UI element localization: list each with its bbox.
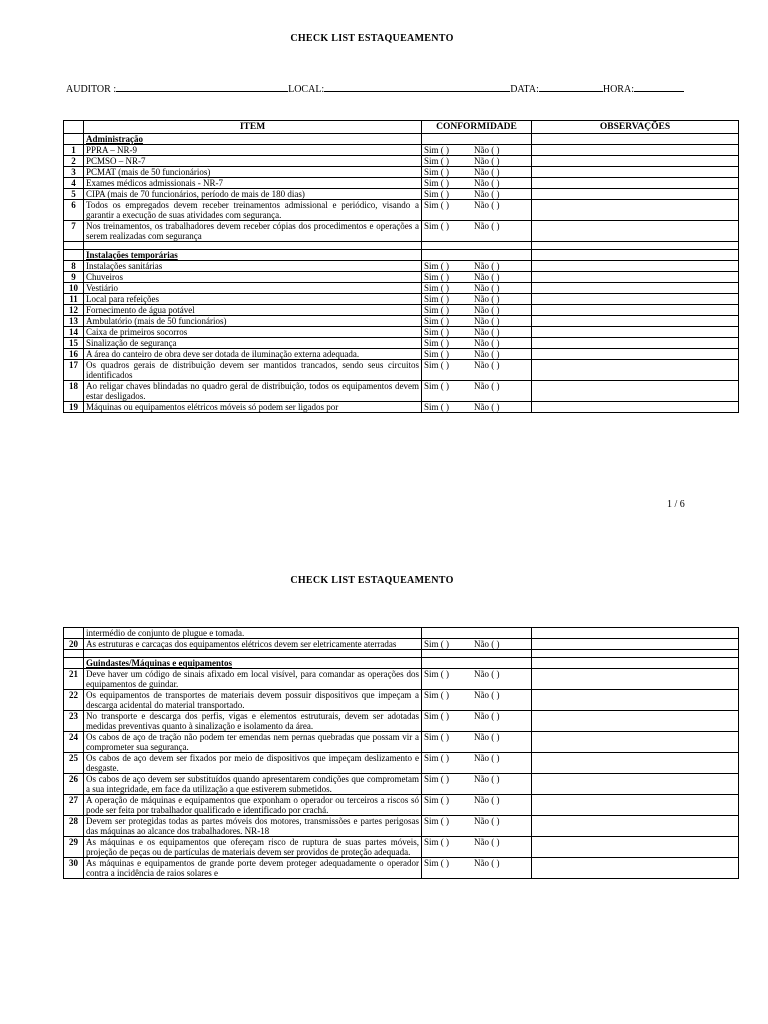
- nao-checkbox[interactable]: Não ( ): [474, 283, 500, 293]
- observacoes-cell[interactable]: [532, 858, 739, 879]
- item-number: 8: [64, 261, 84, 272]
- observacoes-cell[interactable]: [532, 639, 739, 650]
- observacoes-cell[interactable]: [532, 156, 739, 167]
- item-number: 29: [64, 837, 84, 858]
- header-num: [64, 121, 84, 134]
- nao-checkbox[interactable]: Não ( ): [474, 381, 500, 391]
- table-row: [64, 178, 739, 189]
- sim-checkbox[interactable]: Sim ( ): [424, 690, 450, 700]
- observacoes-cell[interactable]: [532, 628, 739, 639]
- sim-checkbox[interactable]: Sim ( ): [424, 711, 450, 721]
- observacoes-cell[interactable]: [532, 178, 739, 189]
- sim-checkbox[interactable]: Sim ( ): [424, 200, 450, 210]
- nao-checkbox[interactable]: Não ( ): [474, 178, 500, 188]
- conformidade-cell: [422, 294, 532, 305]
- table-row: [64, 338, 739, 349]
- checklist-table-page-1: [63, 120, 739, 413]
- sim-checkbox[interactable]: Sim ( ): [424, 360, 450, 370]
- item-number: 28: [64, 816, 84, 837]
- table-row: [64, 167, 739, 178]
- table-row: [64, 316, 739, 327]
- table-row: [64, 305, 739, 316]
- nao-checkbox[interactable]: Não ( ): [474, 156, 500, 166]
- item-number: 20: [64, 639, 84, 650]
- item-text: No transporte e descarga dos perfis, vigas e elementos estruturais, devem ser adotadas medidas preventivas quanto à sinalização e isolamento da área.: [84, 711, 422, 732]
- sim-checkbox[interactable]: Sim ( ): [424, 327, 450, 337]
- item-text: Deve haver um código de sinais afixado em local visível, para comandar as operações dos equipamentos de guindar.: [84, 669, 422, 690]
- section-heading: Guindastes/Máquinas e equipamentos: [84, 658, 422, 669]
- sim-checkbox[interactable]: Sim ( ): [424, 316, 450, 326]
- spacer-row: [64, 650, 739, 658]
- conformidade-cell: [422, 327, 532, 338]
- observacoes-cell[interactable]: [532, 774, 739, 795]
- conformidade-cell: [422, 774, 532, 795]
- observacoes-cell[interactable]: [532, 753, 739, 774]
- nao-checkbox[interactable]: Não ( ): [474, 305, 500, 315]
- item-number: 9: [64, 272, 84, 283]
- observacoes-cell[interactable]: [532, 145, 739, 156]
- observacoes-cell[interactable]: [532, 349, 739, 360]
- conformidade-cell: [422, 283, 532, 294]
- section-obs-cell: [532, 250, 739, 261]
- item-text: Os cabos de aço de tração não podem ter emendas nem pernas quebradas que possam vir a comprometer sua segurança.: [84, 732, 422, 753]
- item-number: 27: [64, 795, 84, 816]
- item-text: PCMSO – NR-7: [84, 156, 422, 167]
- data-label: DATA:: [510, 84, 539, 95]
- item-number: 11: [64, 294, 84, 305]
- sim-checkbox[interactable]: Sim ( ): [424, 774, 450, 784]
- nao-checkbox[interactable]: Não ( ): [474, 360, 500, 370]
- item-text: Sinalização de segurança: [84, 338, 422, 349]
- observacoes-cell[interactable]: [532, 189, 739, 200]
- item-text: Nos treinamentos, os trabalhadores devem receber cópias dos procedimentos e operações a serem realizadas com segurança: [84, 221, 422, 242]
- section-num-cell: [64, 134, 84, 145]
- table-row: [64, 349, 739, 360]
- item-number: 1: [64, 145, 84, 156]
- table-row: [64, 381, 739, 402]
- spacer-cell: [422, 242, 532, 250]
- nao-checkbox[interactable]: Não ( ): [474, 858, 500, 868]
- item-text: As máquinas e equipamentos de grande porte devem proteger adequadamente o operador contra a incidência de raios solares e: [84, 858, 422, 879]
- table-row: [64, 628, 739, 639]
- item-number: 12: [64, 305, 84, 316]
- sim-checkbox[interactable]: Sim ( ): [424, 305, 450, 315]
- table-row: [64, 669, 739, 690]
- nao-checkbox[interactable]: Não ( ): [474, 272, 500, 282]
- conformidade-cell: [422, 272, 532, 283]
- conformidade-cell: [422, 221, 532, 242]
- conformidade-cell: [422, 178, 532, 189]
- spacer-cell: [422, 650, 532, 658]
- nao-checkbox[interactable]: Não ( ): [474, 795, 500, 805]
- auditor-field[interactable]: [116, 82, 288, 92]
- spacer-cell: [84, 242, 422, 250]
- sim-checkbox[interactable]: Sim ( ): [424, 178, 450, 188]
- item-text: Todos os empregados devem receber treinamentos admissional e periódico, visando a garantir a execução de suas atividades com segurança.: [84, 200, 422, 221]
- table-row: [64, 156, 739, 167]
- spacer-row: [64, 242, 739, 250]
- sim-checkbox[interactable]: Sim ( ): [424, 272, 450, 282]
- conformidade-cell: [422, 402, 532, 413]
- observacoes-cell[interactable]: [532, 272, 739, 283]
- observacoes-cell[interactable]: [532, 261, 739, 272]
- sim-checkbox[interactable]: Sim ( ): [424, 294, 450, 304]
- section-conf-cell: [422, 658, 532, 669]
- table-row: [64, 261, 739, 272]
- sim-checkbox[interactable]: Sim ( ): [424, 795, 450, 805]
- item-number: 13: [64, 316, 84, 327]
- conformidade-cell: [422, 837, 532, 858]
- sim-checkbox[interactable]: Sim ( ): [424, 261, 450, 271]
- observacoes-cell[interactable]: [532, 402, 739, 413]
- conformidade-cell: [422, 189, 532, 200]
- local-field[interactable]: [324, 82, 510, 92]
- spacer-cell: [84, 650, 422, 658]
- nao-checkbox[interactable]: Não ( ): [474, 669, 500, 679]
- sim-checkbox[interactable]: Sim ( ): [424, 338, 450, 348]
- item-text: Os quadros gerais de distribuição devem ser mantidos trancados, sendo seus circuitos identificados: [84, 360, 422, 381]
- table-row: [64, 294, 739, 305]
- conformidade-cell: [422, 628, 532, 639]
- item-number: 22: [64, 690, 84, 711]
- conformidade-cell: [422, 639, 532, 650]
- item-number: 7: [64, 221, 84, 242]
- table-row: [64, 283, 739, 294]
- item-text: intermédio de conjunto de plugue e tomada.: [84, 628, 422, 639]
- nao-checkbox[interactable]: Não ( ): [474, 294, 500, 304]
- conformidade-cell: [422, 156, 532, 167]
- item-number: 3: [64, 167, 84, 178]
- sim-checkbox[interactable]: Sim ( ): [424, 167, 450, 177]
- table-row: [64, 189, 739, 200]
- nao-checkbox[interactable]: Não ( ): [474, 261, 500, 271]
- item-text: Devem ser protegidas todas as partes móveis dos motores, transmissões e partes perigosas das máquinas ao alcance dos trabalhadores. NR-18: [84, 816, 422, 837]
- table-row: [64, 272, 739, 283]
- sim-checkbox[interactable]: Sim ( ): [424, 189, 450, 199]
- nao-checkbox[interactable]: Não ( ): [474, 338, 500, 348]
- observacoes-cell[interactable]: [532, 837, 739, 858]
- checklist-table-page-2: [63, 627, 739, 879]
- table-row: [64, 711, 739, 732]
- sim-checkbox[interactable]: Sim ( ): [424, 402, 450, 412]
- nao-checkbox[interactable]: Não ( ): [474, 145, 500, 155]
- item-text: A área do canteiro de obra deve ser dotada de iluminação externa adequada.: [84, 349, 422, 360]
- spacer-cell: [64, 242, 84, 250]
- data-field[interactable]: [539, 82, 603, 92]
- conformidade-cell: [422, 200, 532, 221]
- table-row: [64, 327, 739, 338]
- item-text: Os cabos de aço devem ser substituídos quando apresentarem condições que comprometam a sua integridade, em face da utilização a que estiverem submetidos.: [84, 774, 422, 795]
- nao-checkbox[interactable]: Não ( ): [474, 200, 500, 210]
- item-text: PPRA – NR-9: [84, 145, 422, 156]
- table-row: [64, 774, 739, 795]
- nao-checkbox[interactable]: Não ( ): [474, 753, 500, 763]
- spacer-cell: [64, 650, 84, 658]
- section-row: [64, 250, 739, 261]
- conformidade-cell: [422, 795, 532, 816]
- observacoes-cell[interactable]: [532, 795, 739, 816]
- section-conf-cell: [422, 134, 532, 145]
- page-title: CHECK LIST ESTAQUEAMENTO: [290, 33, 454, 44]
- conformidade-cell: [422, 338, 532, 349]
- table-row: [64, 837, 739, 858]
- item-number: 26: [64, 774, 84, 795]
- nao-checkbox[interactable]: Não ( ): [474, 690, 500, 700]
- item-text: PCMAT (mais de 50 funcionários): [84, 167, 422, 178]
- section-obs-cell: [532, 658, 739, 669]
- observacoes-cell[interactable]: [532, 338, 739, 349]
- sim-checkbox[interactable]: Sim ( ): [424, 349, 450, 359]
- section-num-cell: [64, 658, 84, 669]
- nao-checkbox[interactable]: Não ( ): [474, 837, 500, 847]
- nao-checkbox[interactable]: Não ( ): [474, 189, 500, 199]
- hora-label: HORA:: [602, 84, 634, 95]
- table-header-row: [64, 121, 739, 134]
- conformidade-cell: [422, 316, 532, 327]
- conformidade-cell: [422, 349, 532, 360]
- item-number: 4: [64, 178, 84, 189]
- observacoes-cell[interactable]: [532, 283, 739, 294]
- nao-checkbox[interactable]: Não ( ): [474, 327, 500, 337]
- item-number: 24: [64, 732, 84, 753]
- sim-checkbox[interactable]: Sim ( ): [424, 283, 450, 293]
- conformidade-cell: [422, 669, 532, 690]
- observacoes-cell[interactable]: [532, 360, 739, 381]
- observacoes-cell[interactable]: [532, 200, 739, 221]
- observacoes-cell[interactable]: [532, 221, 739, 242]
- item-text: As estruturas e carcaças dos equipamentos elétricos devem ser eletricamente aterradas: [84, 639, 422, 650]
- header-conformidade: CONFORMIDADE: [422, 121, 532, 134]
- item-number: 23: [64, 711, 84, 732]
- sim-checkbox[interactable]: Sim ( ): [424, 381, 450, 391]
- observacoes-cell[interactable]: [532, 305, 739, 316]
- item-number: 25: [64, 753, 84, 774]
- item-number: 16: [64, 349, 84, 360]
- conformidade-cell: [422, 167, 532, 178]
- conformidade-cell: [422, 711, 532, 732]
- nao-checkbox[interactable]: Não ( ): [474, 167, 500, 177]
- table-row: [64, 858, 739, 879]
- nao-checkbox[interactable]: Não ( ): [474, 774, 500, 784]
- item-text: Os equipamentos de transportes de materiais devem possuir dispositivos que impeçam a descarga acidental do material transportado.: [84, 690, 422, 711]
- table-row: [64, 402, 739, 413]
- section-heading: Instalações temporárias: [84, 250, 422, 261]
- observacoes-cell[interactable]: [532, 327, 739, 338]
- table-row: [64, 145, 739, 156]
- observacoes-cell[interactable]: [532, 381, 739, 402]
- sim-checkbox[interactable]: Sim ( ): [424, 221, 450, 231]
- item-number: 30: [64, 858, 84, 879]
- item-text: Local para refeições: [84, 294, 422, 305]
- sim-checkbox[interactable]: Sim ( ): [424, 156, 450, 166]
- observacoes-cell[interactable]: [532, 294, 739, 305]
- item-text: CIPA (mais de 70 funcionários, período de mais de 180 dias): [84, 189, 422, 200]
- section-num-cell: [64, 250, 84, 261]
- item-text: Instalações sanitárias: [84, 261, 422, 272]
- nao-checkbox[interactable]: Não ( ): [474, 316, 500, 326]
- conformidade-cell: [422, 381, 532, 402]
- observacoes-cell[interactable]: [532, 711, 739, 732]
- nao-checkbox[interactable]: Não ( ): [474, 402, 500, 412]
- observacoes-cell[interactable]: [532, 732, 739, 753]
- sim-checkbox[interactable]: Sim ( ): [424, 639, 450, 649]
- section-obs-cell: [532, 134, 739, 145]
- conformidade-cell: [422, 858, 532, 879]
- conformidade-cell: [422, 261, 532, 272]
- observacoes-cell[interactable]: [532, 669, 739, 690]
- conformidade-cell: [422, 732, 532, 753]
- observacoes-cell[interactable]: [532, 690, 739, 711]
- sim-checkbox[interactable]: Sim ( ): [424, 669, 450, 679]
- nao-checkbox[interactable]: Não ( ): [474, 221, 500, 231]
- sim-checkbox[interactable]: Sim ( ): [424, 816, 450, 826]
- item-number: 21: [64, 669, 84, 690]
- sim-checkbox[interactable]: Sim ( ): [424, 145, 450, 155]
- item-text: Ao religar chaves blindadas no quadro geral de distribuição, todos os equipamentos devem estar desligados.: [84, 381, 422, 402]
- spacer-cell: [532, 242, 739, 250]
- table-row: [64, 732, 739, 753]
- section-conf-cell: [422, 250, 532, 261]
- nao-checkbox[interactable]: Não ( ): [474, 711, 500, 721]
- conformidade-cell: [422, 305, 532, 316]
- local-label: LOCAL:: [288, 84, 325, 95]
- section-heading: Administração: [84, 134, 422, 145]
- table-row: [64, 221, 739, 242]
- conformidade-cell: [422, 816, 532, 837]
- conformidade-cell: [422, 145, 532, 156]
- nao-checkbox[interactable]: Não ( ): [474, 816, 500, 826]
- observacoes-cell[interactable]: [532, 316, 739, 327]
- item-text: Máquinas ou equipamentos elétricos móveis só podem ser ligados por: [84, 402, 422, 413]
- item-text: Os cabos de aço devem ser fixados por meio de dispositivos que impeçam deslizamento e desgaste.: [84, 753, 422, 774]
- item-text: Ambulatório (mais de 50 funcionários): [84, 316, 422, 327]
- table-row: [64, 639, 739, 650]
- auditor-label: AUDITOR :: [66, 84, 117, 95]
- item-number: 18: [64, 381, 84, 402]
- nao-checkbox[interactable]: Não ( ): [474, 732, 500, 742]
- table-row: [64, 690, 739, 711]
- item-text: Caixa de primeiros socorros: [84, 327, 422, 338]
- conformidade-cell: [422, 753, 532, 774]
- conformidade-cell: [422, 690, 532, 711]
- header-fields: [66, 82, 684, 95]
- item-text: Chuveiros: [84, 272, 422, 283]
- nao-checkbox[interactable]: Não ( ): [474, 349, 500, 359]
- section-row: [64, 134, 739, 145]
- sim-checkbox[interactable]: Sim ( ): [424, 858, 450, 868]
- item-text: Fornecimento de água potável: [84, 305, 422, 316]
- item-number: 15: [64, 338, 84, 349]
- item-text: A operação de máquinas e equipamentos que exponham o operador ou terceiros a riscos só pode ser feita por trabalhador qualificado e identificado por crachá.: [84, 795, 422, 816]
- item-text: Vestiário: [84, 283, 422, 294]
- table-row: [64, 360, 739, 381]
- table-row: [64, 795, 739, 816]
- table-row: [64, 200, 739, 221]
- table-row: [64, 753, 739, 774]
- item-number: 19: [64, 402, 84, 413]
- item-number: 17: [64, 360, 84, 381]
- item-text: As máquinas e os equipamentos que ofereçam risco de ruptura de suas partes móveis, projeção de peças ou de partículas de materiais devem ser providos de proteção adequada.: [84, 837, 422, 858]
- page-number: 1 / 6: [667, 499, 685, 510]
- item-number: 6: [64, 200, 84, 221]
- sim-checkbox[interactable]: Sim ( ): [424, 753, 450, 763]
- item-text: Exames médicos admissionais - NR-7: [84, 178, 422, 189]
- hora-field[interactable]: [634, 82, 684, 92]
- item-number: 10: [64, 283, 84, 294]
- sim-checkbox[interactable]: Sim ( ): [424, 732, 450, 742]
- item-number: 2: [64, 156, 84, 167]
- spacer-cell: [532, 650, 739, 658]
- item-number: 14: [64, 327, 84, 338]
- nao-checkbox[interactable]: Não ( ): [474, 639, 500, 649]
- header-item: ITEM: [84, 121, 422, 134]
- table-row: [64, 816, 739, 837]
- observacoes-cell[interactable]: [532, 167, 739, 178]
- section-row: [64, 658, 739, 669]
- page-title-2: CHECK LIST ESTAQUEAMENTO: [290, 575, 454, 586]
- sim-checkbox[interactable]: Sim ( ): [424, 837, 450, 847]
- observacoes-cell[interactable]: [532, 816, 739, 837]
- item-number: [64, 628, 84, 639]
- conformidade-cell: [422, 360, 532, 381]
- item-number: 5: [64, 189, 84, 200]
- header-observacoes: OBSERVAÇÕES: [532, 121, 739, 134]
